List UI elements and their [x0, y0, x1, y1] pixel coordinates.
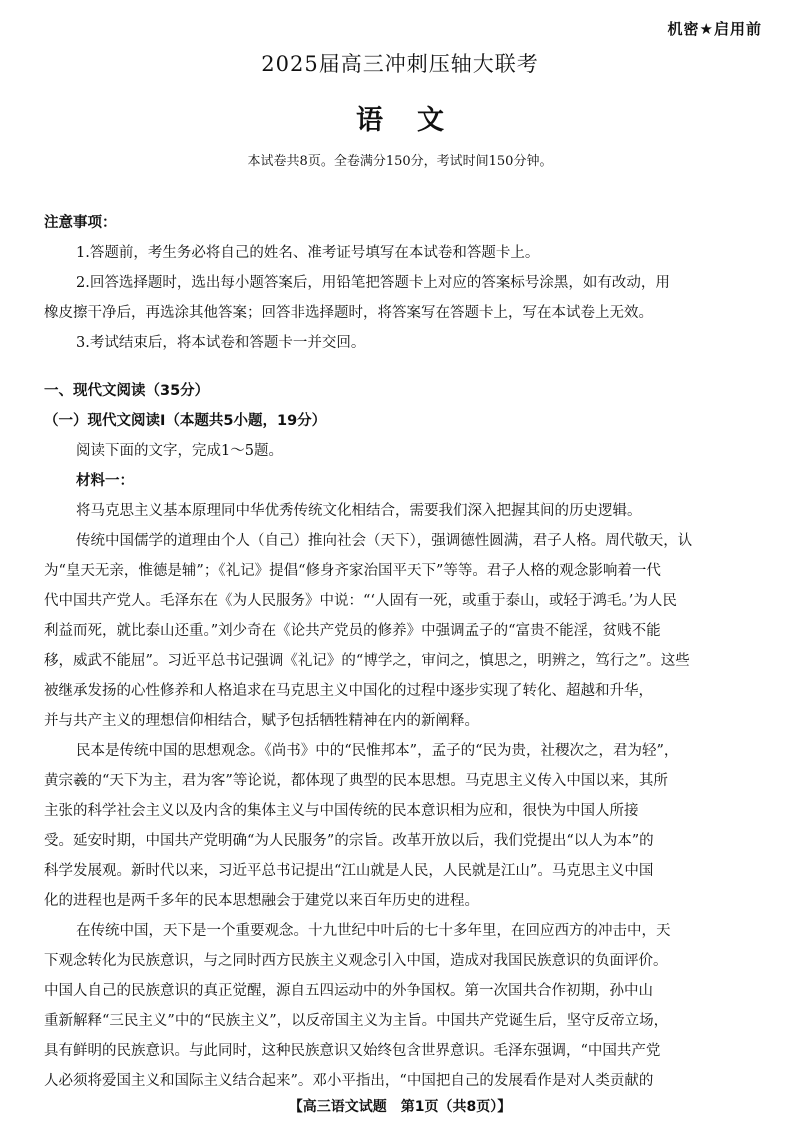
spacer [44, 358, 760, 376]
passage-line: 重新解释“三民主义”中的“民族主义”，以反帝国主义为主旨。中国共产党诞生后，坚守反帝立场， [44, 1013, 669, 1029]
passage-line: 科学发展观。新时代以来，习近平总书记提出“江山就是人民，人民就是江山”。马克思主义中国 [44, 863, 654, 879]
subject-title: 语文 [356, 105, 478, 136]
page-footer: 【高三语文试题 第1页（共8页）】 [288, 1099, 512, 1115]
confidential-mark: 机密★启用前 [667, 20, 762, 38]
passage-line: 受。延安时期，中国共产党明确“为人民服务”的宗旨。改革开放以后，我们党提出“以人为本”的 [44, 833, 654, 849]
passage-line: 并与共产主义的理想信仰相结合，赋予包括牺牲精神在内的新阐释。 [44, 713, 479, 729]
notes-heading: 注意事项： [44, 215, 117, 231]
page-content [44, 208, 760, 1096]
reading-instruction: 阅读下面的文字，完成1～5题。 [76, 443, 283, 459]
subsection-title: （一）现代文阅读Ⅰ（本题共5小题，19分） [44, 413, 327, 429]
passage-line: 人必须将爱国主义和国际主义结合起来”。邓小平指出，“中国把自己的发展看作是对人类贡献的 [44, 1073, 654, 1089]
passage-line: 在传统中国，天下是一个重要观念。十九世纪中叶后的七十多年里，在回应西方的冲击中，天 [76, 923, 671, 939]
passage-line: 移，威武不能屈”。习近平总书记强调《礼记》的“博学之，审问之，慎思之，明辨之，笃行之”。这些 [44, 653, 690, 669]
passage-line: 具有鲜明的民族意识。与此同时，这种民族意识又始终包含世界意识。毛泽东强调，“中国共产党 [44, 1043, 661, 1059]
passage-line: 将马克思主义基本原理同中华优秀传统文化相结合，需要我们深入把握其间的历史逻辑。 [76, 503, 642, 519]
passage-line: 利益而死，就比泰山还重。”刘少奇在《论共产党员的修养》中强调孟子的“富贵不能淫，贫贱不能 [44, 623, 661, 639]
passage-line: 化的进程也是两千多年的民本思想融会于建党以来百年历史的进程。 [44, 893, 479, 909]
note-item-2-line-2: 橡皮擦干净后，再选涂其他答案；回答非选择题时，将答案写在答题卡上，写在本试卷上无效。 [44, 305, 653, 321]
exam-title: 2025届高三冲刺压轴大联考 [261, 52, 539, 76]
passage-line: 主张的科学社会主义以及内含的集体主义与中国传统的民本意识相为应和，很快为中国人所接 [44, 803, 639, 819]
passage-line: 民本是传统中国的思想观念。《尚书》中的“民惟邦本”，孟子的“民为贵，社稷次之，君为轻”， [76, 743, 679, 759]
note-item-3: 3.考试结束后，将本试卷和答题卡一并交回。 [76, 335, 366, 351]
passage-line: 为“皇天无亲，惟德是辅”；《礼记》提倡“修身齐家治国平天下”等等。君子人格的观念影响着一代 [44, 563, 661, 579]
section-title: 一、现代文阅读（35分） [44, 383, 210, 399]
note-item-2-line-1: 2.回答选择题时，选出每小题答案后，用铅笔把答题卡上对应的答案标号涂黑，如有改动，用 [76, 275, 670, 291]
passage-line: 下观念转化为民族意识，与之同时西方民族主义观念引入中国，造成对我国民族意识的负面评价。 [44, 953, 668, 969]
passage-line: 代中国共产党人。毛泽东在《为人民服务》中说：“‘人固有一死，或重于泰山，或轻于鸿毛。’为人民 [44, 593, 677, 609]
exam-info: 本试卷共8页。全卷满分150分，考试时间150分钟。 [247, 154, 553, 169]
passage-line: 中国人自己的民族意识的真正觉醒，源自五四运动中的外争国权。第一次国共合作初期，孙中山 [44, 983, 653, 999]
passage-line: 传统中国儒学的道理由个人（自己）推向社会（天下），强调德性圆满，君子人格。周代敬天，认 [76, 533, 693, 549]
passage-line: 黄宗羲的“天下为主，君为客”等论说，都体现了典型的民本思想。马克思主义传入中国以来，其所 [44, 773, 668, 789]
note-item-1: 1.答题前，考生务必将自己的姓名、准考证号填写在本试卷和答题卡上。 [76, 245, 540, 261]
material-label: 材料一： [76, 473, 134, 489]
passage-line: 被继承发扬的心性修养和人格追求在马克思主义中国化的过程中逐步实现了转化、超越和升华， [44, 683, 653, 699]
